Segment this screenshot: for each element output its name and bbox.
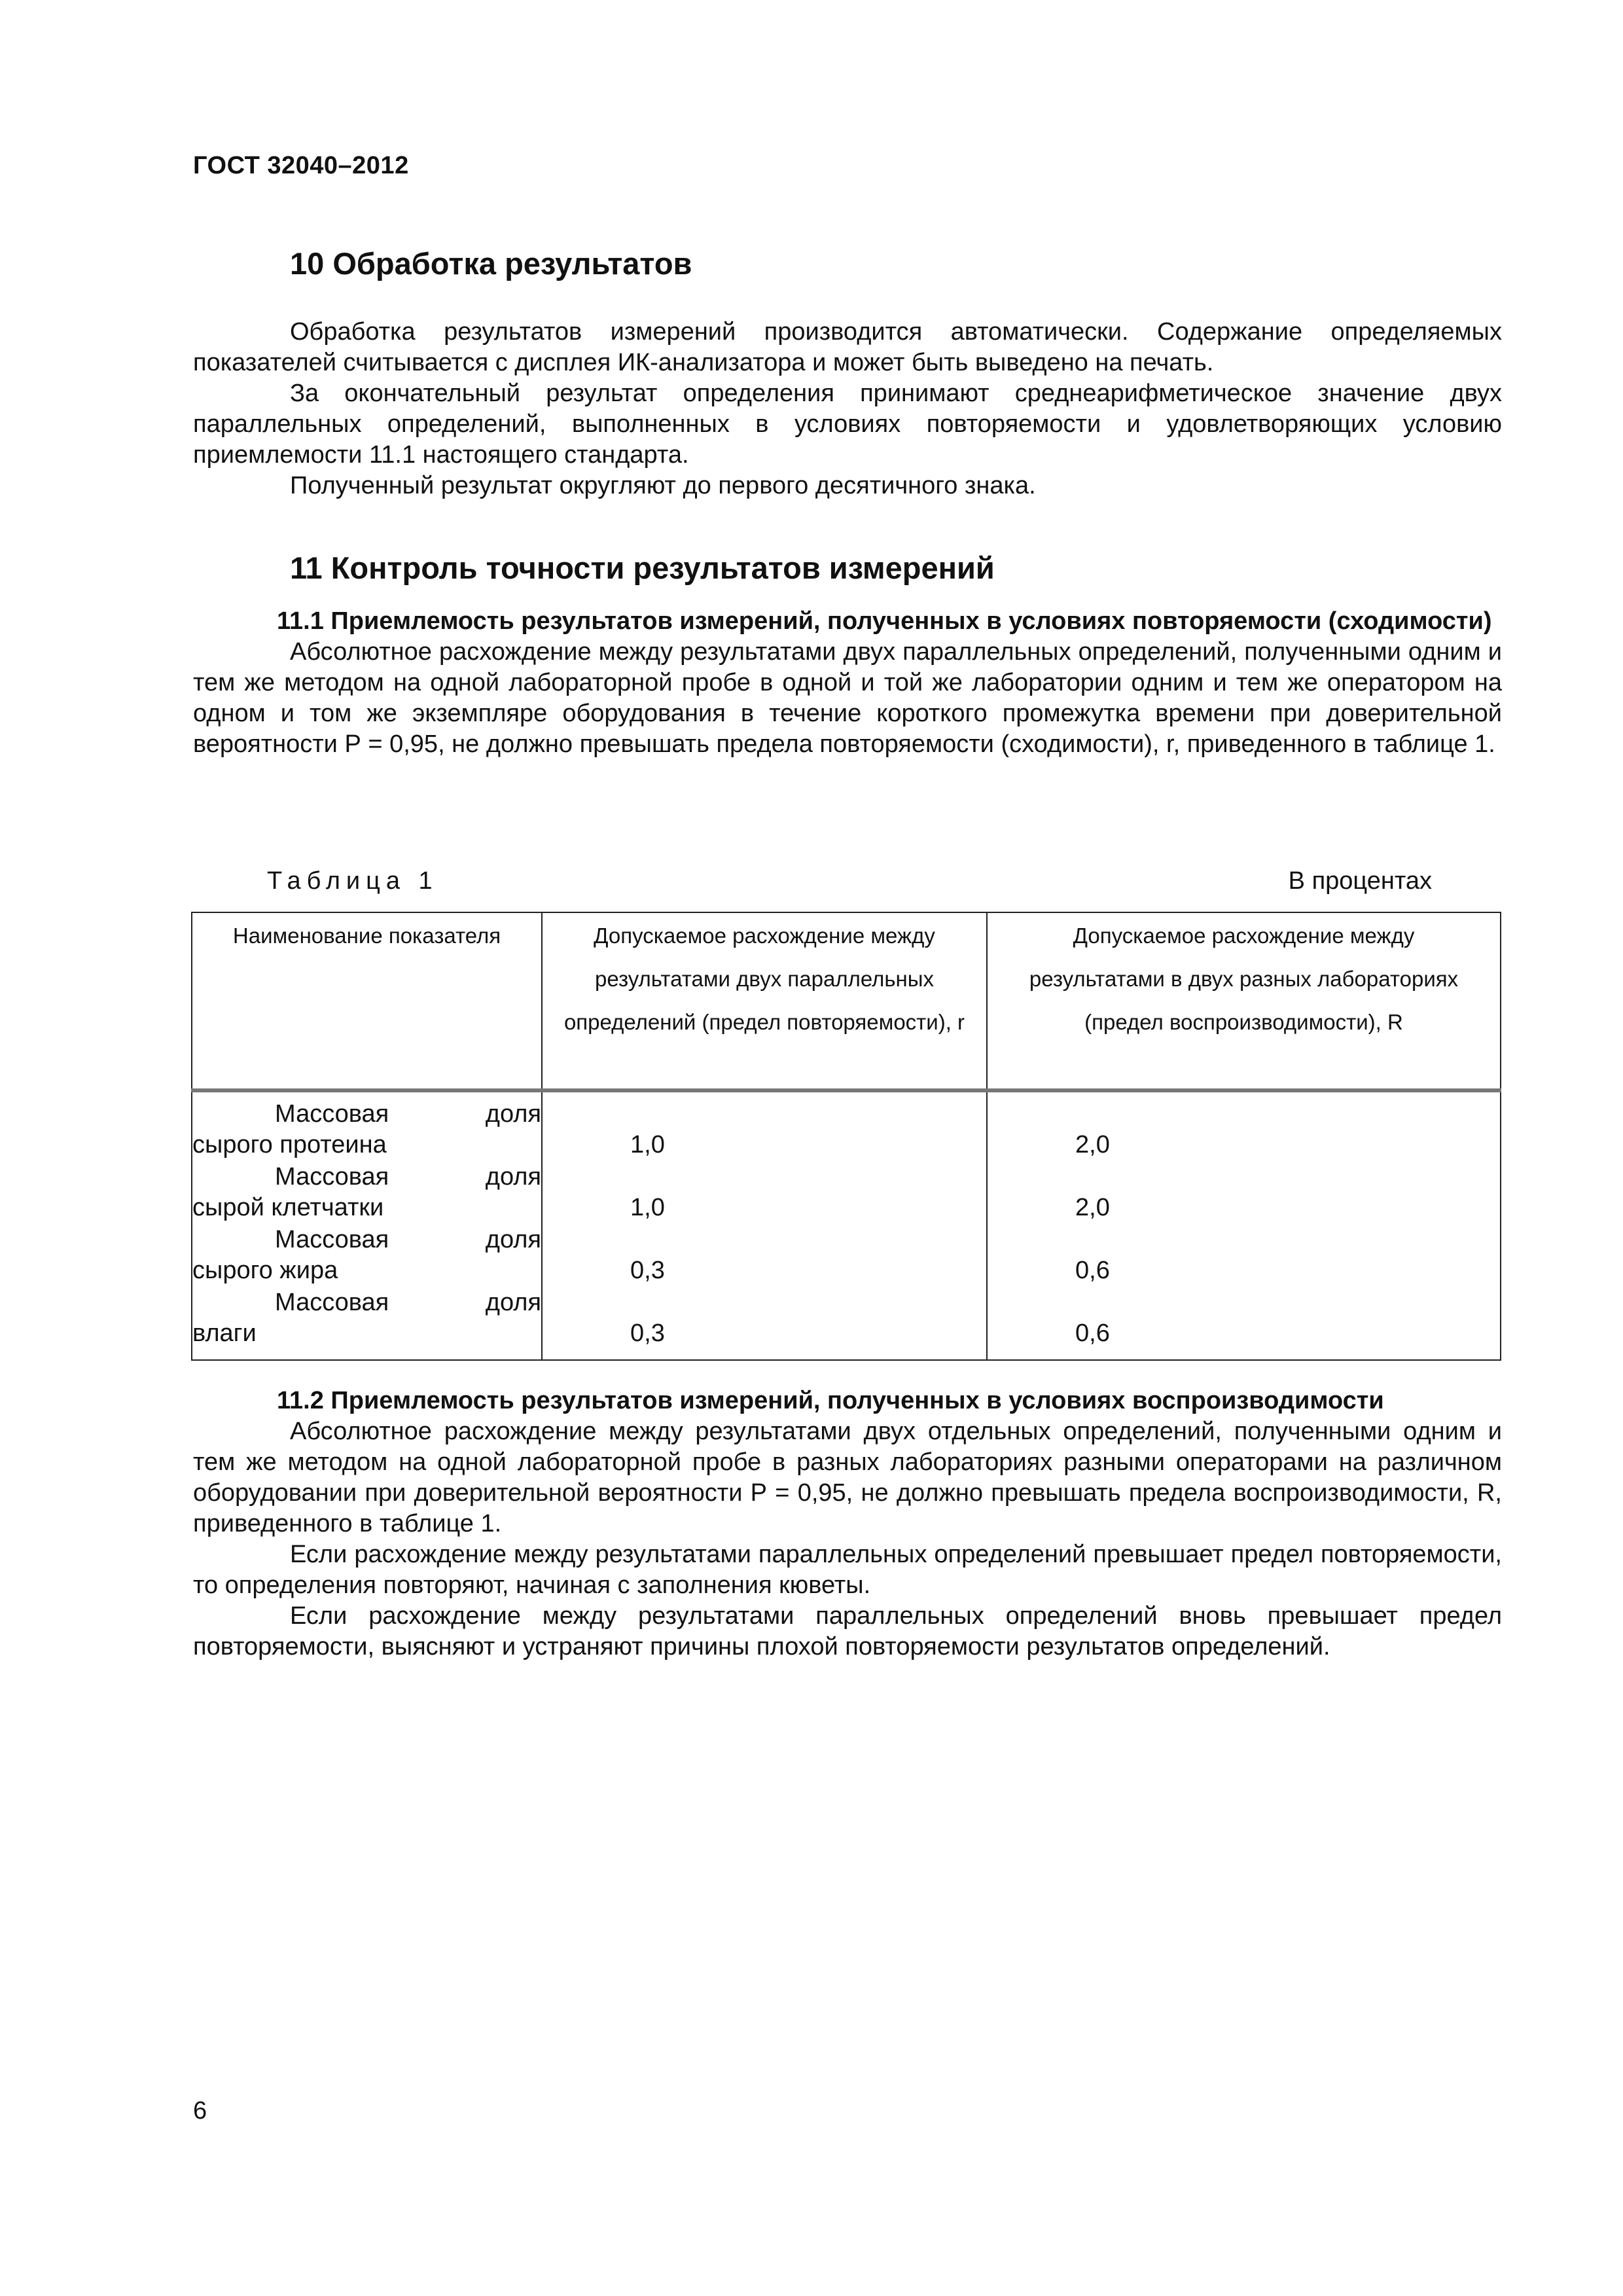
section-10-title: 10 Обработка результатов <box>290 246 692 281</box>
table-row-name: Массовая доля сырого протеина <box>192 1100 541 1158</box>
repeatability-value: 0,3 <box>630 1319 665 1347</box>
reproducibility-value: 2,0 <box>1075 1194 1110 1221</box>
page-number: 6 <box>193 2097 207 2125</box>
column-header-repeatability: Допускаемое расхождение между результатами двух параллельных определений (предел повторяемости), r <box>542 912 987 1090</box>
paragraph: Если расхождение между результатами параллельных определений превышает предел повторяемости, то определения повторяют, начиная с заполнения кюветы. <box>193 1541 1502 1599</box>
table-row-name: Массовая доля влаги <box>192 1289 541 1347</box>
paragraph: За окончательный результат определения принимают среднеарифметическое значение двух параллельных определений, выполненных в условиях повторяемости и удовлетворяющих условию приемлемости 11.1 настоящего стандарта. <box>193 380 1502 469</box>
column-header-reproducibility: Допускаемое расхождение между результатами в двух разных лабораториях (предел воспроизводимости), R <box>987 912 1501 1090</box>
table-units: В процентах <box>1288 867 1432 895</box>
table-row-name: Массовая доля сырой клетчатки <box>192 1163 541 1221</box>
reproducibility-value: 2,0 <box>1075 1131 1110 1158</box>
table-caption: Таблица 1 <box>267 867 438 895</box>
table-1 <box>191 912 1500 1361</box>
section-11-1-body <box>193 606 1502 760</box>
section-11-2-body <box>193 1386 1502 1662</box>
reproducibility-value: 0,6 <box>1075 1319 1110 1347</box>
indicator-name-cell <box>192 1090 542 1360</box>
section-11-title: 11 Контроль точности результатов измерений <box>290 550 995 585</box>
paragraph: Абсолютное расхождение между результатами двух отдельных определений, полученными одним и тем же методом на одной лабораторной пробе в разных лабораториях разными операторами на различном оборудовании при доверительной вероятности Р = 0,95, не должно превышать предела воспроизводимости, R, приведенного в таблице 1. <box>193 1418 1502 1537</box>
subsection-11-1-heading: 11.1 Приемлемость результатов измерений, полученных в условиях повторяемости (сходимости) <box>277 607 1492 635</box>
column-header-name: Наименование показателя <box>192 912 542 1090</box>
section-10-body <box>193 317 1502 501</box>
data-table <box>191 912 1501 1361</box>
paragraph: Полученный результат округляют до первого десятичного знака. <box>290 472 1036 499</box>
table-row <box>192 1090 1501 1360</box>
paragraph: Если расхождение между результатами параллельных определений вновь превышает предел повторяемости, выясняют и устраняют причины плохой повторяемости результатов определений. <box>193 1602 1502 1660</box>
repeatability-value: 1,0 <box>630 1131 665 1158</box>
repeatability-value: 1,0 <box>630 1194 665 1221</box>
subsection-11-2-heading: 11.2 Приемлемость результатов измерений, полученных в условиях воспроизводимости <box>277 1387 1384 1414</box>
table-header-row <box>192 912 1501 1090</box>
reproducibility-values-cell <box>987 1090 1501 1360</box>
table-row-name: Массовая доля сырого жира <box>192 1226 541 1284</box>
paragraph: Обработка результатов измерений производится автоматически. Содержание определяемых показателей считывается с дисплея ИК-анализатора и может быть выведено на печать. <box>193 318 1502 376</box>
repeatability-values-cell <box>542 1090 987 1360</box>
paragraph: Абсолютное расхождение между результатами двух параллельных определений, полученными одним и тем же методом на одной лабораторной пробе в одной и той же лаборатории одним и тем же оператором на одном и том же экземпляре оборудования в течение короткого промежутка времени при доверительной вероятности Р = 0,95, не должно превышать предела повторяемости (сходимости), r, приведенного в таблице 1. <box>193 638 1502 758</box>
reproducibility-value: 0,6 <box>1075 1257 1110 1284</box>
repeatability-value: 0,3 <box>630 1257 665 1284</box>
standard-id: ГОСТ 32040–2012 <box>193 152 409 179</box>
